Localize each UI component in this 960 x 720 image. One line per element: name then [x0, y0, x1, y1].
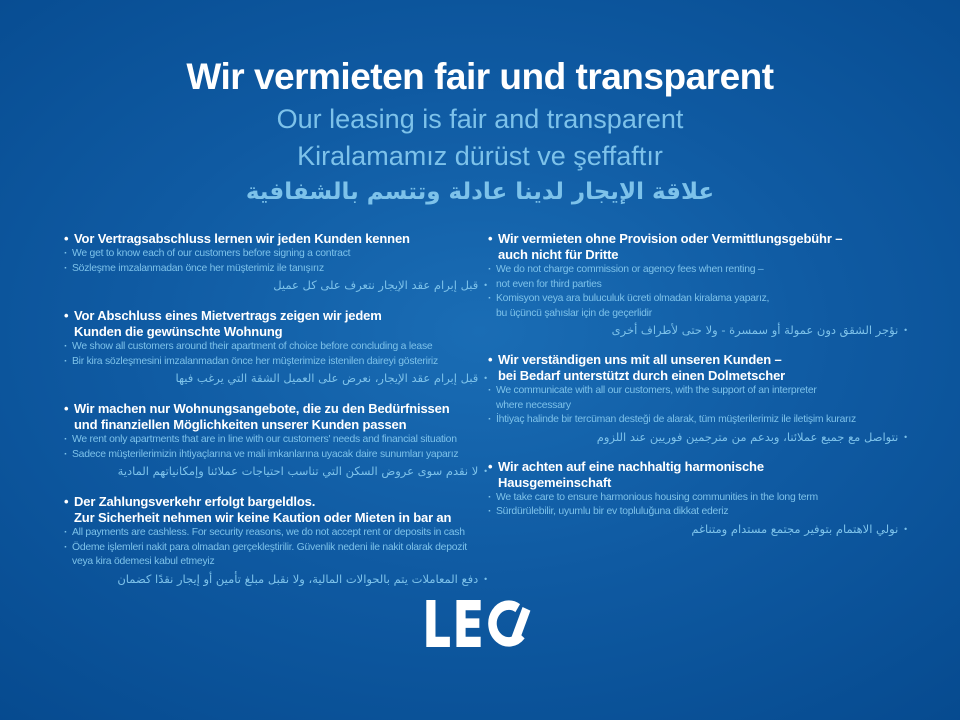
bullet-icon	[64, 433, 72, 448]
statement-de-text: Der Zahlungsverkehr erfolgt bargeldlos.	[74, 494, 316, 509]
statement-tr-text: veya kira ödemesi kabul etmeyiz	[72, 556, 215, 567]
subtitle-ar: علاقة الإيجار لدينا عادلة وتتسم بالشفافية	[245, 179, 715, 205]
bullet-icon	[488, 231, 498, 247]
statement-en-text: We rent only apartments that are in line with our customers' needs and financial situation	[72, 434, 457, 445]
statement-de-text: bei Bedarf unterstützt durch einen Dolmetscher	[498, 368, 786, 383]
statement-en	[488, 278, 908, 293]
statement-ar	[64, 463, 488, 480]
statement-de-text: Wir vermieten ohne Provision oder Vermittlungsgebühr –	[498, 231, 843, 246]
poster-header	[0, 54, 960, 210]
leg-logo	[0, 600, 960, 647]
statement-de-text: Wir verständigen uns mit all unseren Kunden –	[498, 352, 782, 367]
bullet-icon	[64, 247, 72, 262]
column-right	[488, 231, 908, 551]
statement-de	[488, 247, 908, 263]
statement-de	[488, 475, 908, 491]
statement-en	[64, 340, 488, 355]
bullet-icon	[64, 494, 74, 510]
statement-ar	[64, 370, 488, 387]
statement-tr-text: Sözleşme imzalanmadan önce her müşterimiz ile tanışırız	[72, 262, 324, 274]
bullet-icon	[64, 231, 74, 247]
bullet-icon	[64, 448, 72, 463]
statement-de	[64, 417, 488, 433]
statement-group-cashless-payments	[64, 494, 488, 588]
statement-tr	[488, 505, 908, 520]
bullet-icon	[903, 522, 908, 538]
statement-tr	[64, 541, 488, 556]
statement-en	[488, 384, 908, 399]
bullet-icon	[488, 384, 496, 399]
leg-logo-icon	[425, 600, 535, 647]
statement-tr-text: İhtiyaç halinde bir tercüman desteği de alarak, tüm müşterilerimiz ile iletişim kurarız	[496, 414, 856, 425]
bullet-icon	[488, 491, 496, 506]
statement-tr	[64, 262, 488, 277]
statement-en-text: We do not charge commission or agency fees when renting –	[496, 264, 764, 275]
statement-en	[488, 263, 908, 278]
statement-tr	[64, 448, 488, 463]
statement-en	[64, 526, 488, 541]
statement-ar	[64, 277, 488, 294]
statement-de	[488, 231, 908, 247]
statement-en-text: We communicate with all our customers, with the support of an interpreter	[496, 385, 817, 396]
statement-de-text: Hausgemeinschaft	[498, 474, 612, 490]
statement-de-text: Vor Abschluss eines Mietvertrags zeigen wir jedem	[74, 308, 382, 323]
statement-en-text: All payments are cashless. For security reasons, we do not accept rent or deposits in cash	[72, 527, 465, 538]
bullet-icon	[488, 505, 496, 520]
statement-group-harmonious-community	[488, 459, 908, 538]
statement-group-interpreter	[488, 352, 908, 446]
statement-en-text: where necessary	[496, 399, 571, 411]
statement-en-text: We show all customers around their apartment of choice before concluding a lease	[72, 341, 433, 352]
statement-de	[488, 352, 908, 368]
bullet-icon	[64, 262, 72, 277]
statement-tr	[488, 413, 908, 428]
subtitle-en: Our leasing is fair and transparent	[276, 104, 684, 134]
statement-tr-text: Bir kira sözleşmesini imzalanmadan önce her müşterimize istenilen daireyi gösteririz	[72, 355, 438, 367]
statement-de	[488, 459, 908, 475]
statement-de-text: Zur Sicherheit nehmen wir keine Kaution oder Mieten in bar an	[74, 510, 452, 525]
statement-group-know-customers	[64, 231, 488, 294]
statement-de	[64, 324, 488, 340]
statement-tr	[64, 355, 488, 370]
statement-en-text: not even for third parties	[496, 278, 602, 290]
statement-ar	[488, 429, 908, 446]
statement-de-text: auch nicht für Dritte	[498, 247, 619, 262]
statement-ar	[488, 521, 908, 538]
statement-ar-text: قبل إبرام عقد الإيجار، نعرض على العميل الشقة التي يرغب فيها	[175, 371, 479, 385]
statement-tr-text: Komisyon veya ara buluculuk ücreti olmadan kiralama yaparız,	[496, 293, 770, 304]
bullet-icon	[488, 459, 498, 475]
bullet-icon	[64, 340, 72, 355]
bullet-icon	[488, 413, 496, 428]
bullet-icon	[64, 355, 72, 370]
statement-de	[64, 494, 488, 510]
statement-ar-text: لا نقدم سوى عروض السكن التي تناسب احتياجات عملائنا وإمكانياتهم المادية	[117, 464, 479, 478]
statement-group-suitable-offers	[64, 401, 488, 480]
bullet-icon	[488, 292, 496, 307]
column-left	[64, 231, 488, 602]
statement-de-text: Vor Vertragsabschluss lernen wir jeden Kunden kennen	[74, 231, 410, 246]
statement-en	[64, 247, 488, 262]
bullet-icon	[483, 572, 488, 588]
statement-tr	[488, 307, 908, 322]
statement-ar-text: نولي الاهتمام بتوفير مجتمع مستدام ومتناغم	[691, 521, 899, 536]
title-de: Wir vermieten fair und transparent	[186, 56, 774, 97]
bullet-icon	[903, 323, 908, 339]
statement-de-text: und finanziellen Möglichkeiten unserer Kunden passen	[74, 417, 407, 432]
statement-tr-text: Sadece müşterilerimizin ihtiyaçlarına ve mali imkanlarına uyacak daire sunumları yaparız	[72, 448, 459, 460]
statement-tr	[64, 555, 488, 570]
bullet-icon	[64, 401, 74, 417]
bullet-icon	[64, 541, 72, 556]
statement-group-show-apartment	[64, 308, 488, 387]
statement-ar-text: نتواصل مع جميع عملائنا، وبدعم من مترجمين فوريين عند اللزوم	[596, 429, 899, 444]
statement-tr-text: bu üçüncü şahıslar için de geçerlidir	[496, 307, 652, 319]
statement-ar	[488, 322, 908, 339]
bullet-icon	[903, 430, 908, 446]
statement-de	[64, 231, 488, 247]
statement-de-text: Wir machen nur Wohnungsangebote, die zu den Bedürfnissen	[74, 401, 450, 416]
statement-de	[488, 368, 908, 384]
statement-group-no-commission	[488, 231, 908, 339]
statement-en	[488, 399, 908, 414]
statement-tr-text: Sürdürülebilir, uyumlu bir ev topluluğuna dikkat ederiz	[496, 506, 729, 517]
statement-en	[488, 491, 908, 506]
statement-en-text: We get to know each of our customers before signing a contract	[72, 248, 351, 259]
statement-en	[64, 433, 488, 448]
bullet-icon	[488, 352, 498, 368]
statement-de-text: Kunden die gewünschte Wohnung	[74, 324, 283, 339]
statement-de	[64, 308, 488, 324]
statement-ar	[64, 571, 488, 588]
bullet-icon	[488, 263, 496, 278]
statement-en-text: We take care to ensure harmonious housing communities in the long term	[496, 491, 818, 503]
statement-ar-text: دفع المعاملات يتم بالحوالات المالية، ولا نقبل مبلغ تأمين أو إيجار نقدًا كضمان	[117, 571, 479, 586]
statement-de-text: Wir achten auf eine nachhaltig harmonische	[498, 458, 764, 474]
statement-de	[64, 510, 488, 526]
bullet-icon	[64, 308, 74, 324]
statement-tr	[488, 292, 908, 307]
statement-tr-text: Ödeme işlemleri nakit para olmadan gerçekleştirilir. Güvenlik nedeni ile nakit olarak depozit	[72, 541, 467, 553]
subtitle-tr: Kiralamamız dürüst ve şeffaftır	[297, 141, 663, 171]
statement-ar-text: نؤجر الشقق دون عمولة أو سمسرة - ولا حتى لأطراف أخرى	[611, 323, 899, 337]
statement-de	[64, 401, 488, 417]
statement-ar-text: قبل إبرام عقد الإيجار نتعرف على كل عميل	[273, 278, 479, 292]
bullet-icon	[64, 526, 72, 541]
